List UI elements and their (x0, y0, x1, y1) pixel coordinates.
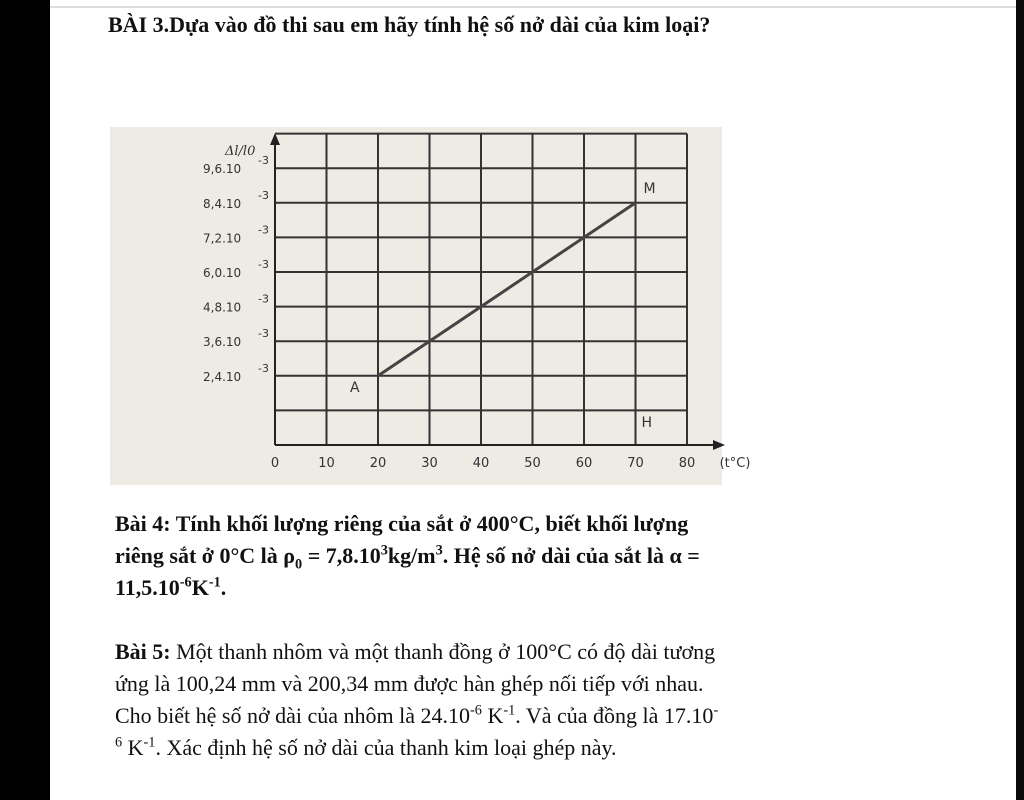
grid-lines (275, 134, 687, 445)
alpha-exponent: -6 (179, 574, 192, 591)
density-exponent: 3 (380, 542, 388, 559)
y-tick-label-0: 2,4.10 (203, 369, 242, 384)
problem-4-line-1 (115, 508, 965, 540)
graph-svg (110, 127, 751, 485)
expansion-graph (110, 127, 751, 485)
problem-5-label: Bài 5: (115, 639, 171, 664)
problem-5-text-3c: . Và của đồng là 17.10 (515, 703, 714, 728)
unit-exponent: 3 (435, 542, 443, 559)
x-tick-label-60: 60 (575, 456, 593, 471)
problem-5-line-1 (115, 636, 965, 668)
top-divider (50, 6, 1016, 8)
problem-5 (115, 636, 965, 764)
y-axis-label: Δl/l0 (225, 144, 256, 159)
x-tick-label-30: 30 (421, 456, 438, 471)
y-tick-label-1: 3,6.10 (203, 335, 242, 350)
kelvin-exponent: -1 (208, 574, 221, 591)
y-tick-exponent-2: -3 (258, 292, 269, 306)
y-tick-exponent-5: -3 (258, 188, 269, 202)
problem-5-text-4b: . Xác định hệ số nở dài của thanh kim loại ghép này. (155, 735, 617, 760)
x-tick-label-70: 70 (627, 456, 644, 471)
exp-1: -6 (470, 702, 482, 719)
problem-4-text-1: Tính khối lượng riêng của sắt ở 400°C, biết khối lượng (175, 511, 689, 536)
y-tick-label-5: 8,4.10 (203, 196, 242, 211)
point-label-H: H (641, 415, 653, 431)
problem-4-text-2b: = 7,8.10 (302, 543, 381, 568)
series-line-0 (378, 203, 636, 376)
problem-4 (115, 508, 965, 604)
problem-4-text-3b: K (191, 575, 209, 600)
problem-3-title: BÀI 3.Dựa vào đồ thi sau em hãy tính hệ số nở dài của kim loại? (108, 12, 711, 37)
y-tick-label-6: 9,6.10 (203, 162, 242, 177)
problem-4-text-3c: . (220, 575, 227, 600)
problem-5-text-3a: Cho biết hệ số nở dài của nhôm là 24.10 (115, 703, 471, 728)
right-border (1016, 0, 1024, 800)
x-tick-label-50: 50 (524, 456, 541, 471)
problem-4-text-3a: 11,5.10 (115, 575, 180, 600)
x-tick-label-0: 0 (270, 456, 280, 471)
x-tick-label-40: 40 (472, 456, 490, 471)
document-page (50, 0, 1016, 800)
y-tick-exponent-1: -3 (258, 327, 269, 341)
problem-4-text-2d: . Hệ số nở dài của sắt là α = (442, 543, 700, 568)
point-label-M: M (643, 180, 656, 197)
y-tick-exponent-6: -3 (258, 154, 269, 168)
exp-3-cont: 6 (115, 734, 123, 751)
problem-5-text-3b: K (481, 703, 504, 728)
problem-5-line-2: ứng là 100,24 mm và 200,34 mm được hàn ghép nối tiếp với nhau. (115, 671, 704, 696)
y-axis-arrow (270, 133, 280, 145)
problem-4-line-3 (115, 572, 965, 604)
x-tick-label-80: 80 (678, 456, 696, 471)
data-series (378, 203, 636, 376)
rho-subscript: 0 (295, 556, 303, 573)
problem-4-text-2c: kg/m (387, 543, 436, 568)
problem-5-line-3 (115, 700, 965, 732)
x-axis-label: (t°C) (719, 456, 751, 471)
x-axis-arrow (713, 440, 725, 450)
problem-5-line-4 (115, 732, 965, 764)
y-tick-label-3: 6,0.10 (203, 266, 242, 280)
exp-3: - (713, 702, 719, 719)
axes (270, 133, 725, 450)
point-label-A: A (350, 379, 360, 396)
problem-5-text-4a: K (122, 735, 144, 760)
x-tick-label-10: 10 (318, 456, 335, 471)
y-tick-exponent-0: -3 (258, 361, 269, 375)
exp-4: -1 (143, 734, 156, 751)
y-tick-label-4: 7,2.10 (203, 231, 242, 246)
y-tick-label-2: 4,8.10 (203, 300, 242, 315)
exp-2: -1 (503, 702, 516, 719)
problem-4-text-2a: riêng sắt ở 0°C là ρ (115, 543, 296, 568)
x-tick-label-20: 20 (369, 456, 387, 471)
problem-5-text-1: Một thanh nhôm và một thanh đồng ở 100°C có độ dài tương (170, 639, 716, 664)
problem-4-line-2 (115, 540, 965, 572)
y-tick-exponent-3: -3 (258, 258, 269, 271)
y-tick-exponent-4: -3 (258, 223, 269, 237)
problem-4-label: Bài 4: (115, 511, 171, 536)
